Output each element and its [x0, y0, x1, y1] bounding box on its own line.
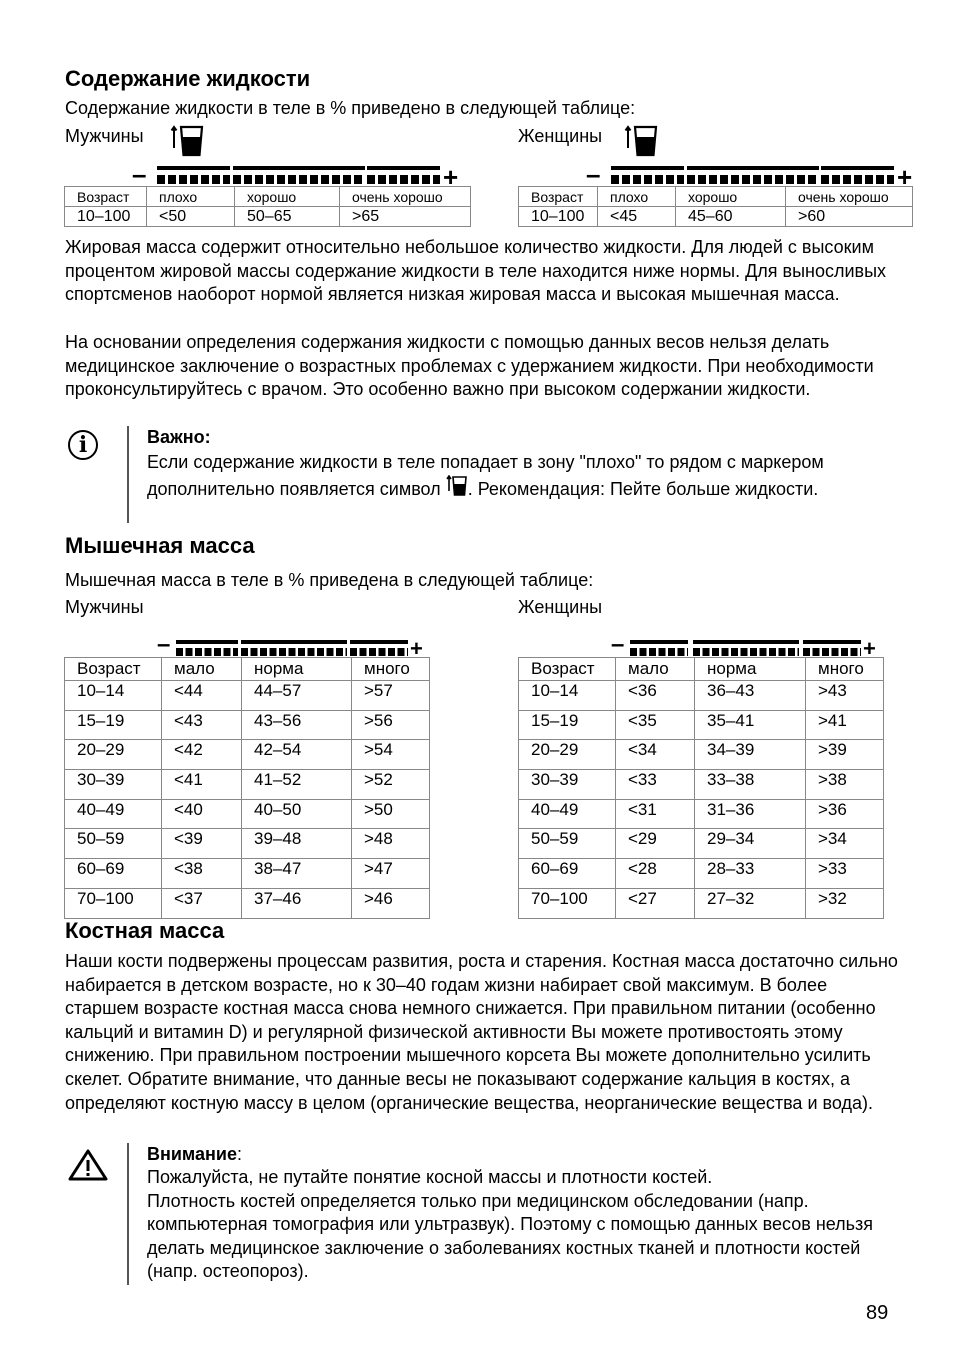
scale-minus: – — [611, 631, 625, 658]
table-cell: >34 — [806, 829, 884, 859]
fluid-table-men — [64, 186, 471, 227]
note-text: . Рекомендация: Пейте больше жидкости. — [467, 478, 819, 499]
table-cell: >52 — [352, 770, 430, 800]
table-cell: <29 — [616, 829, 695, 859]
fluid-paragraph-2: На основании определения содержания жидкости с помощью данных весов нельзя делать медицинское заключение о возрастных проблемах с удержанием жидкости. При необходимости проконсультируйтесь с врачом. Это особенно важно при высоком содержании жидкости. — [65, 332, 874, 400]
table-cell: 20–29 — [65, 740, 162, 770]
muscle-men-label: Мужчины — [65, 597, 144, 617]
table-cell: 10–14 — [519, 681, 616, 711]
muscle-men-scale — [155, 631, 430, 661]
table-row — [519, 888, 884, 918]
note-line-1: Пожалуйста, не путайте понятие косной массы и плотности костей. — [147, 1167, 713, 1187]
scale-segment-bad — [611, 166, 684, 186]
table-header-cell: мало — [162, 658, 242, 681]
table-cell: 60–69 — [519, 859, 616, 889]
table-cell: 50–65 — [235, 207, 340, 227]
table-cell: <38 — [162, 859, 242, 889]
note-divider — [127, 426, 129, 523]
fluid-men-label: Мужчины — [65, 126, 144, 146]
scale-minus: – — [586, 159, 601, 189]
table-row — [65, 859, 430, 889]
table-cell: >65 — [340, 207, 471, 227]
table-cell: 38–47 — [242, 859, 352, 889]
table-cell: 27–32 — [695, 888, 806, 918]
table-header-row — [65, 658, 430, 681]
table-row — [519, 859, 884, 889]
scale-segment-very-good — [821, 166, 894, 186]
table-cell: 30–39 — [65, 770, 162, 800]
table-header-cell: Возраст — [65, 658, 162, 681]
glass-water-icon — [446, 475, 468, 497]
table-cell: >39 — [806, 740, 884, 770]
table-cell: 15–19 — [65, 710, 162, 740]
section-title-fluid: Содержание жидкости — [65, 66, 311, 91]
table-row — [519, 710, 884, 740]
table-cell: 45–60 — [676, 207, 786, 227]
muscle-women-scale — [609, 631, 884, 661]
table-header-cell: много — [806, 658, 884, 681]
table-header-row — [65, 187, 471, 207]
table-cell: >47 — [352, 859, 430, 889]
note-title: Важно: — [147, 427, 211, 447]
table-cell: <40 — [162, 799, 242, 829]
scale-plus: + — [863, 636, 876, 661]
note-line-2: Плотность костей определяется только при медицинском обследовании (напр. компьютерная томография или ультразвук). Поэтому с помощью данных весов нельзя делать медицинское заключение о заболеваниях костных тканей и плотности костей (напр. остеопороз). — [147, 1190, 874, 1282]
table-cell: 28–33 — [695, 859, 806, 889]
table-header-row — [519, 658, 884, 681]
table-cell: >48 — [352, 829, 430, 859]
table-cell: 40–49 — [519, 799, 616, 829]
table-cell: 44–57 — [242, 681, 352, 711]
fluid-paragraph-1: Жировая масса содержит относительно небольшое количество жидкости. Для людей с высоким процентом жировой массы содержание жидкости в теле находится ниже нормы. Для выносливых спортсменов наоборот нормой является низкая жировая масса и высокая мышечная масса. — [65, 237, 887, 305]
table-header-cell: хорошо — [235, 187, 340, 207]
table-cell: <37 — [162, 888, 242, 918]
table-row — [519, 829, 884, 859]
table-cell: <28 — [616, 859, 695, 889]
scale-segment-good — [687, 166, 819, 186]
table-cell: 31–36 — [695, 799, 806, 829]
table-cell: >33 — [806, 859, 884, 889]
note-body — [147, 450, 907, 501]
table-row — [65, 740, 430, 770]
table-cell: 41–52 — [242, 770, 352, 800]
muscle-intro: Мышечная масса в теле в % приведена в следующей таблице: — [65, 570, 594, 590]
table-cell: <31 — [616, 799, 695, 829]
table-cell: 60–69 — [65, 859, 162, 889]
muscle-table-women — [518, 657, 884, 919]
table-cell: <34 — [616, 740, 695, 770]
table-cell: 36–43 — [695, 681, 806, 711]
table-cell: 10–100 — [65, 207, 147, 227]
table-header-cell: очень хорошо — [786, 187, 913, 207]
table-row — [65, 829, 430, 859]
note-divider — [127, 1143, 129, 1285]
table-cell: 15–19 — [519, 710, 616, 740]
table-cell: >57 — [352, 681, 430, 711]
muscle-women-label: Женщины — [518, 597, 603, 617]
scale-segment-normal — [241, 640, 347, 656]
table-cell: <36 — [616, 681, 695, 711]
glass-water-icon — [170, 124, 206, 158]
table-cell: <33 — [616, 770, 695, 800]
table-row — [519, 681, 884, 711]
table-header-cell: Возраст — [519, 187, 598, 207]
table-row — [65, 681, 430, 711]
table-header-cell: плохо — [147, 187, 235, 207]
table-header-row — [519, 187, 913, 207]
table-cell: 37–46 — [242, 888, 352, 918]
important-note — [147, 426, 907, 501]
scale-segment-bad — [157, 166, 230, 186]
table-header-cell: норма — [695, 658, 806, 681]
table-cell: <39 — [162, 829, 242, 859]
table-cell: <42 — [162, 740, 242, 770]
scale-plus: + — [897, 162, 913, 192]
table-row — [65, 207, 471, 227]
muscle-table-men — [64, 657, 430, 919]
table-cell: 33–38 — [695, 770, 806, 800]
fluid-intro: Содержание жидкости в теле в % приведено в следующей таблице: — [65, 98, 636, 118]
fluid-women-label: Женщины — [518, 126, 603, 146]
table-cell: >38 — [806, 770, 884, 800]
section-title-bone: Костная масса — [65, 918, 225, 943]
scale-segment-good — [233, 166, 365, 186]
table-cell: >43 — [806, 681, 884, 711]
table-header-cell: Возраст — [519, 658, 616, 681]
table-cell: <43 — [162, 710, 242, 740]
table-header-cell: Возраст — [65, 187, 147, 207]
table-cell: 50–59 — [519, 829, 616, 859]
table-cell: 42–54 — [242, 740, 352, 770]
table-cell: 40–49 — [65, 799, 162, 829]
note-title: Внимание — [147, 1144, 237, 1164]
table-cell: 29–34 — [695, 829, 806, 859]
table-row — [65, 888, 430, 918]
table-cell: 34–39 — [695, 740, 806, 770]
bone-paragraph: Наши кости подвержены процессам развития, роста и старения. Костная масса достаточно сильно набирается в детском возрасте, но к 30–40 годам жизни набирает свой максимум. В более старшем возрасте костная масса снова немного снижается. При правильном питании (особенно кальций и витамин D) и регулярной физической активности Вы можете противостоять этому снижению. При правильном построении мышечного корсета Вы можете дополнительно усилить скелет. Обратите внимание, что данные весы не показывают содержание кальция в костях, а определяют костную массу в целом (органические вещества, неорганические вещества и вода). — [65, 951, 898, 1113]
scale-segment-very-good — [367, 166, 440, 186]
table-cell: >46 — [352, 888, 430, 918]
table-cell: >32 — [806, 888, 884, 918]
scale-segment-normal — [693, 640, 799, 656]
table-cell: 70–100 — [65, 888, 162, 918]
table-cell: >56 — [352, 710, 430, 740]
table-row — [519, 740, 884, 770]
table-row — [65, 710, 430, 740]
note-title-colon: : — [236, 1144, 242, 1164]
table-cell: 40–50 — [242, 799, 352, 829]
table-header-cell: норма — [242, 658, 352, 681]
table-header-cell: плохо — [598, 187, 676, 207]
table-cell: >36 — [806, 799, 884, 829]
table-cell: 39–48 — [242, 829, 352, 859]
page-number: 89 — [866, 1302, 889, 1324]
table-row — [519, 799, 884, 829]
table-row — [519, 207, 913, 227]
table-cell: 43–56 — [242, 710, 352, 740]
table-cell: 50–59 — [65, 829, 162, 859]
note-text: Если содержание жидкости в теле попадает в зону "плохо" то рядом с маркером дополнительно появляется символ — [147, 452, 824, 499]
table-cell: 10–100 — [519, 207, 598, 227]
scale-segment-high — [350, 640, 408, 656]
table-cell: <44 — [162, 681, 242, 711]
table-cell: <45 — [598, 207, 676, 227]
table-cell: >60 — [786, 207, 913, 227]
table-header-cell: много — [352, 658, 430, 681]
table-cell: >41 — [806, 710, 884, 740]
table-cell: <27 — [616, 888, 695, 918]
scale-minus: – — [132, 159, 147, 189]
attention-note — [147, 1143, 907, 1284]
note-title-line — [147, 1143, 907, 1166]
scale-segment-low — [630, 640, 688, 656]
glass-water-icon — [624, 124, 660, 158]
section-title-muscle: Мышечная масса — [65, 533, 255, 558]
table-cell: >54 — [352, 740, 430, 770]
table-cell: 70–100 — [519, 888, 616, 918]
table-cell: 20–29 — [519, 740, 616, 770]
scale-segment-low — [176, 640, 238, 656]
table-cell: <50 — [147, 207, 235, 227]
scale-segment-high — [803, 640, 861, 656]
info-icon: i — [68, 430, 98, 460]
table-header-cell: хорошо — [676, 187, 786, 207]
table-header-cell: очень хорошо — [340, 187, 471, 207]
table-cell: 10–14 — [65, 681, 162, 711]
table-row — [519, 770, 884, 800]
table-cell: <41 — [162, 770, 242, 800]
table-header-cell: мало — [616, 658, 695, 681]
table-row — [65, 770, 430, 800]
warning-icon — [67, 1148, 109, 1182]
scale-minus: – — [157, 631, 171, 658]
scale-plus: + — [410, 636, 423, 661]
table-cell: >50 — [352, 799, 430, 829]
fluid-table-women — [518, 186, 913, 227]
table-cell: 35–41 — [695, 710, 806, 740]
table-row — [65, 799, 430, 829]
table-cell: 30–39 — [519, 770, 616, 800]
table-cell: <35 — [616, 710, 695, 740]
scale-plus: + — [443, 162, 459, 192]
